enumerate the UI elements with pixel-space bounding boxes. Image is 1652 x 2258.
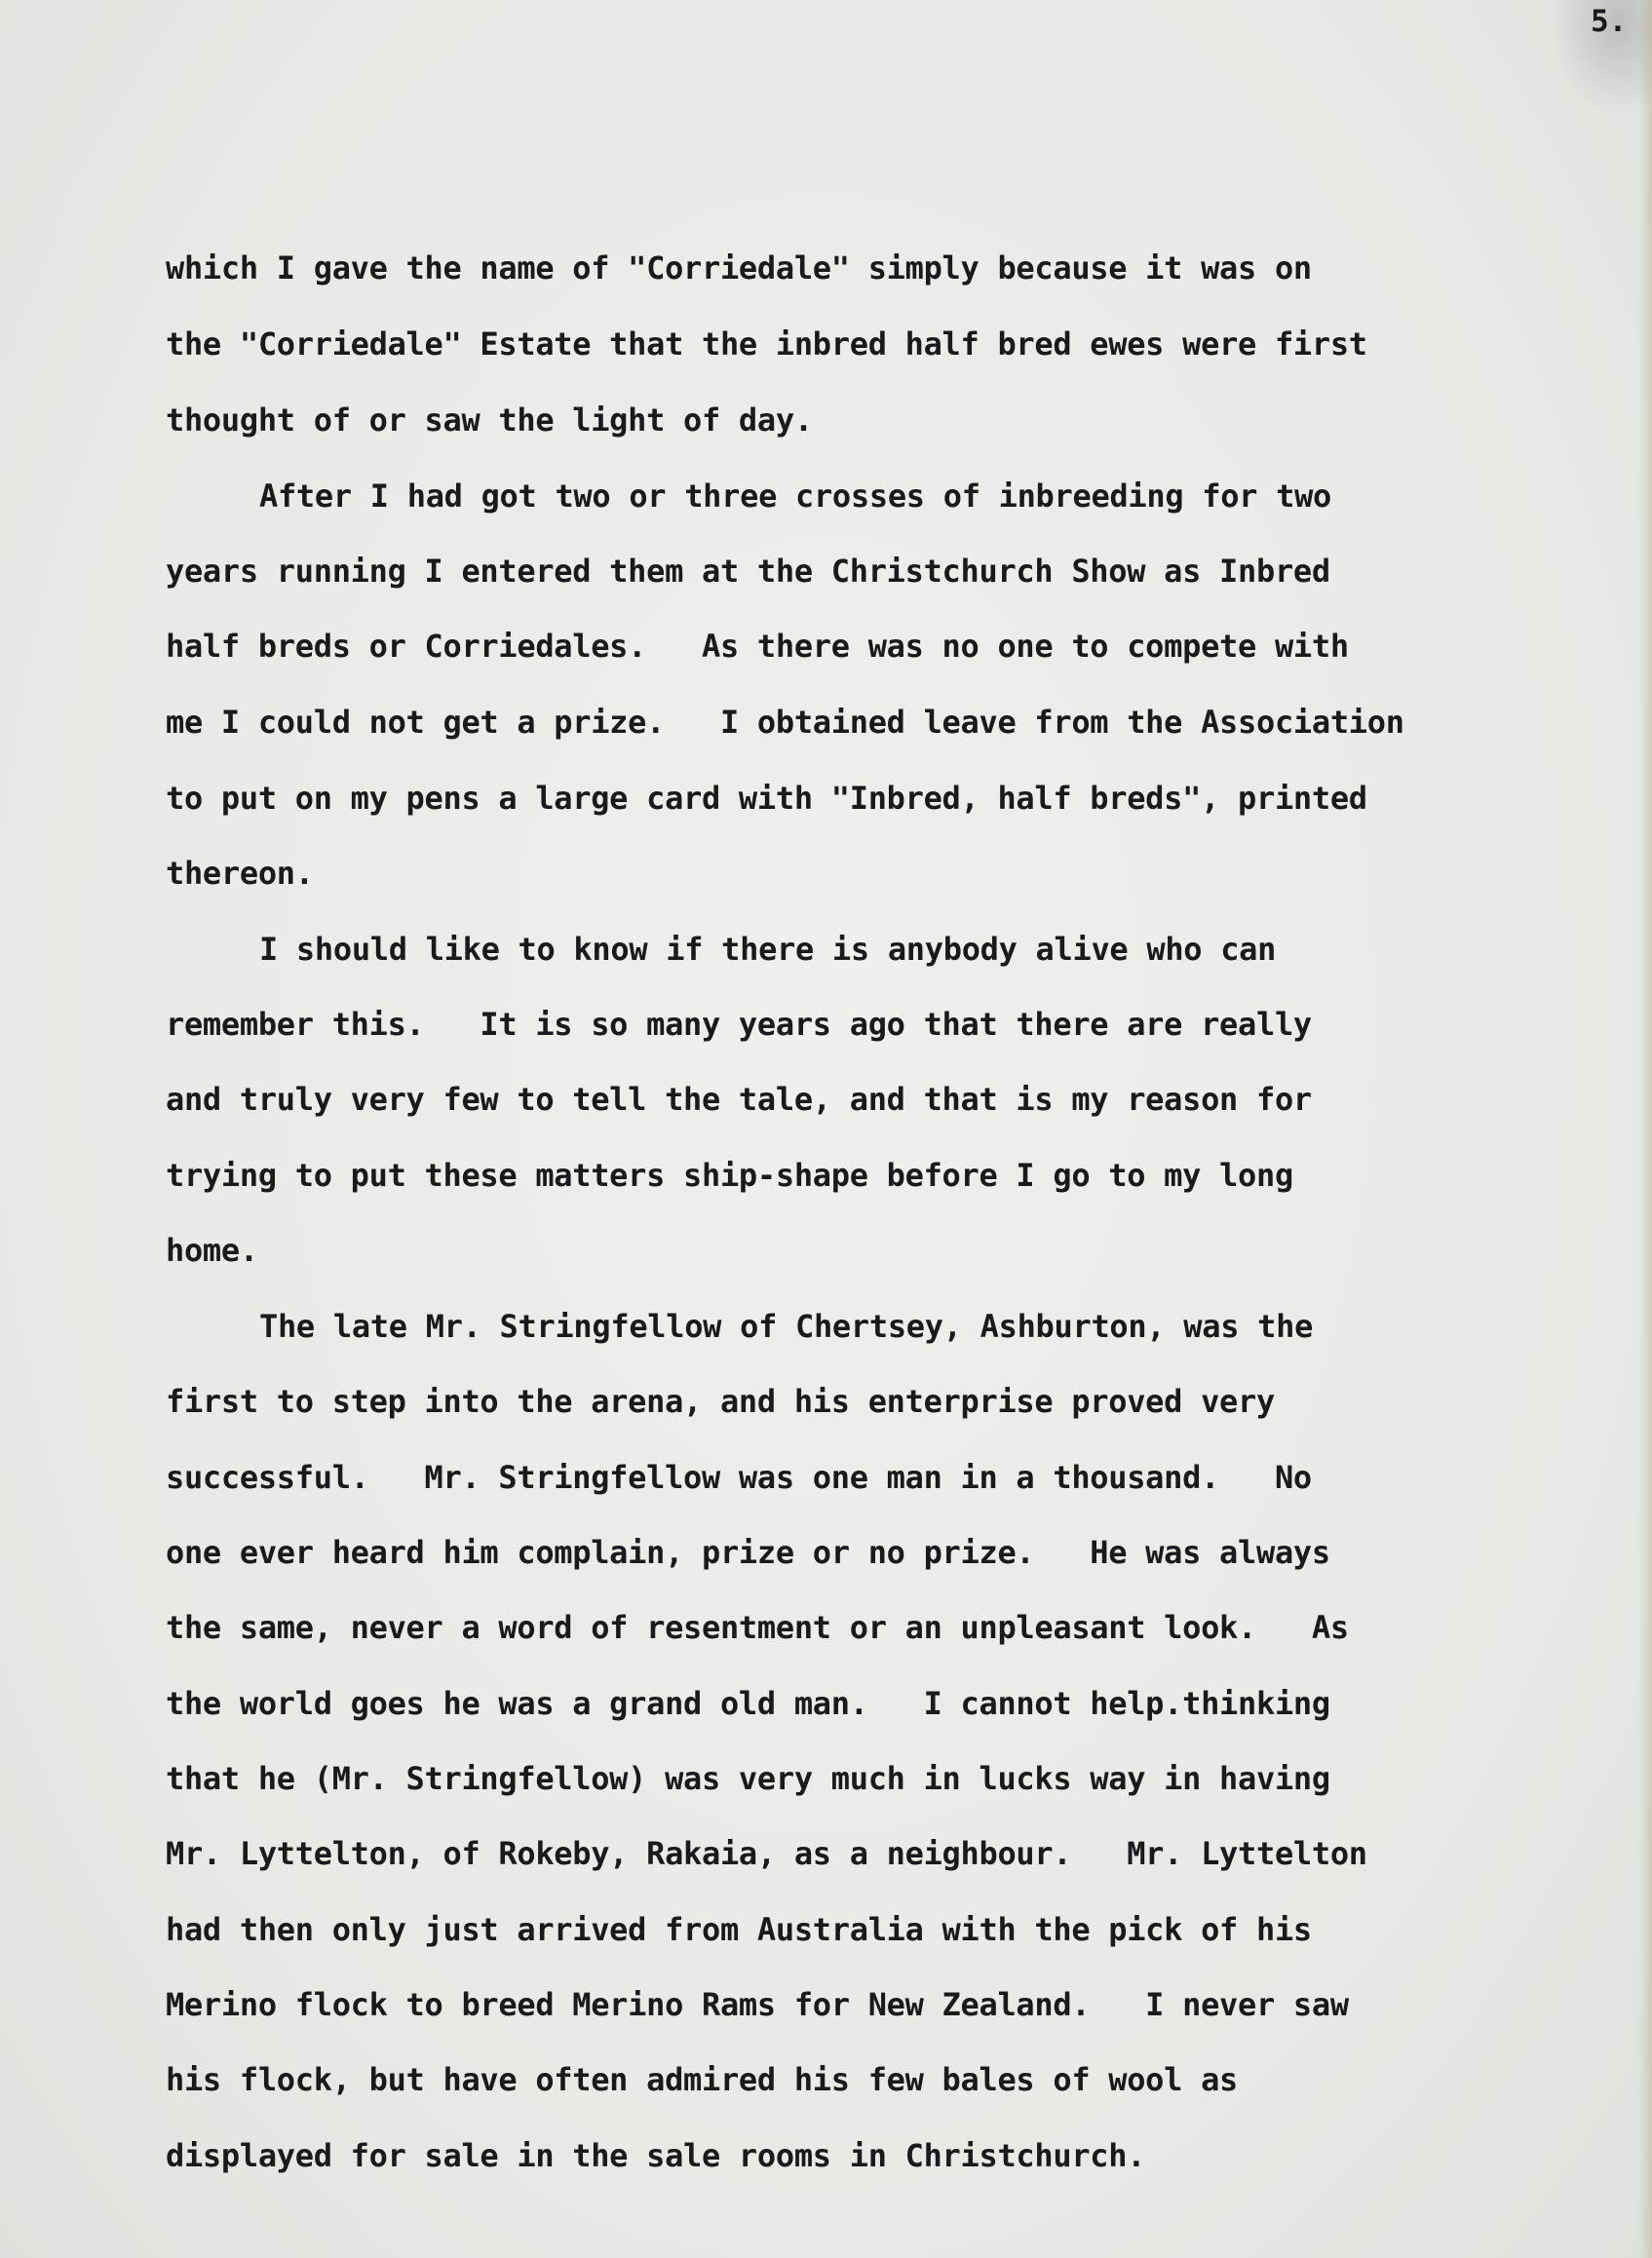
text-line: the world goes he was a grand old man. I cannot help.thinking	[166, 1685, 1330, 1722]
text-line: The late Mr. Stringfellow of Chertsey, Ashburton, was the	[259, 1308, 1314, 1345]
text-line: successful. Mr. Stringfellow was one man in a thousand. No	[166, 1459, 1312, 1496]
text-line: half breds or Corriedales. As there was no one to compete with	[166, 628, 1349, 665]
text-line: years running I entered them at the Christchurch Show as Inbred	[166, 553, 1330, 590]
text-line: first to step into the arena, and his enterprise proved very	[166, 1383, 1275, 1420]
text-line: his flock, but have often admired his few bales of wool as	[166, 2061, 1239, 2098]
paper-edge-shadow	[1638, 0, 1652, 2258]
text-line: home.	[166, 1232, 258, 1269]
text-line: thought of or saw the light of day.	[166, 402, 813, 439]
text-line: remember this. It is so many years ago that there are really	[166, 1006, 1312, 1043]
text-line: thereon.	[166, 855, 314, 892]
text-line: the same, never a word of resentment or an unpleasant look. As	[166, 1609, 1349, 1646]
text-line: displayed for sale in the sale rooms in Christchurch.	[166, 2137, 1146, 2174]
text-line: me I could not get a prize. I obtained leave from the Association	[166, 704, 1404, 741]
text-line: which I gave the name of "Corriedale" simply because it was on	[166, 249, 1312, 287]
text-line: had then only just arrived from Australia with the pick of his	[166, 1911, 1312, 1948]
text-line: After I had got two or three crosses of inbreeding for two	[259, 478, 1332, 515]
text-line: I should like to know if there is anybody alive who can	[259, 931, 1277, 968]
text-line: Mr. Lyttelton, of Rokeby, Rakaia, as a neighbour. Mr. Lyttelton	[166, 1835, 1367, 1872]
text-line: one ever heard him complain, prize or no prize. He was always	[166, 1534, 1330, 1571]
text-line: the "Corriedale" Estate that the inbred half bred ewes were first	[166, 325, 1367, 363]
page-number: 5.	[1591, 4, 1628, 39]
text-line: to put on my pens a large card with "Inbred, half breds", printed	[166, 780, 1367, 817]
text-line: trying to put these matters ship-shape before I go to my long	[166, 1157, 1293, 1194]
text-line: that he (Mr. Stringfellow) was very much in lucks way in having	[166, 1760, 1330, 1797]
text-line: and truly very few to tell the tale, and that is my reason for	[166, 1081, 1312, 1118]
text-line: Merino flock to breed Merino Rams for New Zealand. I never saw	[166, 1986, 1349, 2023]
